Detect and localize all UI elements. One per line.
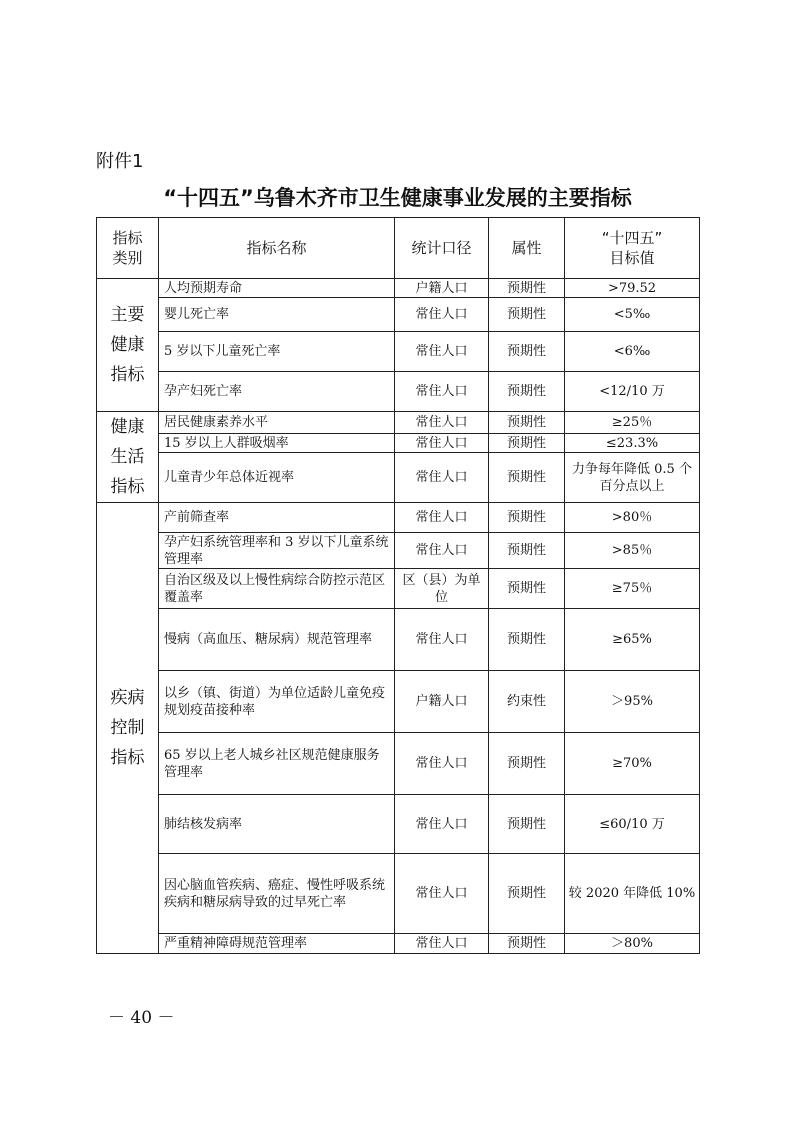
target-cell: >80％ bbox=[565, 503, 700, 533]
indicator-table bbox=[96, 217, 700, 954]
scope-cell: 常住人口 bbox=[395, 372, 489, 412]
attribute-cell: 预期性 bbox=[489, 433, 565, 453]
scope-cell: 常住人口 bbox=[395, 934, 489, 954]
target-cell: ≤23.3% bbox=[565, 433, 700, 453]
attribute-cell: 预期性 bbox=[489, 854, 565, 934]
scope-cell: 常住人口 bbox=[395, 503, 489, 533]
table-row bbox=[97, 433, 700, 453]
scope-cell: 区（县）为单位 bbox=[395, 569, 489, 609]
annex-label: 附件1 bbox=[96, 151, 144, 172]
indicator-name-cell: 5 岁以下儿童死亡率 bbox=[159, 332, 395, 372]
attribute-cell: 约束性 bbox=[489, 671, 565, 733]
table-row bbox=[97, 503, 700, 533]
scope-cell: 常住人口 bbox=[395, 332, 489, 372]
attribute-cell: 预期性 bbox=[489, 934, 565, 954]
table-row bbox=[97, 332, 700, 372]
attribute-cell: 预期性 bbox=[489, 733, 565, 795]
scope-cell: 常住人口 bbox=[395, 733, 489, 795]
table-row bbox=[97, 795, 700, 854]
attribute-cell: 预期性 bbox=[489, 569, 565, 609]
scope-cell: 常住人口 bbox=[395, 412, 489, 434]
target-cell: >79.52 bbox=[565, 279, 700, 298]
indicator-name-cell: 婴儿死亡率 bbox=[159, 298, 395, 332]
target-cell: <12/10 万 bbox=[565, 372, 700, 412]
indicator-name-cell: 产前筛查率 bbox=[159, 503, 395, 533]
category-cell: 主要 健康 指标 bbox=[97, 279, 159, 412]
target-cell: ≥75％ bbox=[565, 569, 700, 609]
table-header-row bbox=[97, 218, 700, 279]
category-cell: 健康 生活 指标 bbox=[97, 412, 159, 503]
indicator-name-cell: 孕产妇系统管理率和 3 岁以下儿童系统管理率 bbox=[159, 533, 395, 569]
attribute-cell: 预期性 bbox=[489, 533, 565, 569]
target-cell: 较 2020 年降低 10% bbox=[565, 854, 700, 934]
indicator-name-cell: 儿童青少年总体近视率 bbox=[159, 453, 395, 503]
target-cell: ＞80% bbox=[565, 934, 700, 954]
attribute-cell: 预期性 bbox=[489, 372, 565, 412]
attribute-cell: 预期性 bbox=[489, 332, 565, 372]
target-cell: <5‰ bbox=[565, 298, 700, 332]
target-cell: <6‰ bbox=[565, 332, 700, 372]
attribute-cell: 预期性 bbox=[489, 412, 565, 434]
scope-cell: 常住人口 bbox=[395, 298, 489, 332]
document-title: “十四五”乌鲁木齐市卫生健康事业发展的主要指标 bbox=[163, 186, 632, 210]
indicator-name-cell: 严重精神障碍规范管理率 bbox=[159, 934, 395, 954]
category-cell: 疾病 控制 指标 bbox=[97, 503, 159, 954]
target-cell: ≥25％ bbox=[565, 412, 700, 434]
table-row bbox=[97, 569, 700, 609]
table-row bbox=[97, 279, 700, 298]
scope-cell: 户籍人口 bbox=[395, 279, 489, 298]
attribute-cell: 预期性 bbox=[489, 279, 565, 298]
indicator-name-cell: 慢病（高血压、糖尿病）规范管理率 bbox=[159, 609, 395, 671]
scope-cell: 常住人口 bbox=[395, 854, 489, 934]
attribute-cell: 预期性 bbox=[489, 795, 565, 854]
indicator-name-cell: 人均预期寿命 bbox=[159, 279, 395, 298]
table-row bbox=[97, 609, 700, 671]
header-target: “十四五” 目标值 bbox=[565, 218, 700, 279]
indicator-name-cell: 自治区级及以上慢性病综合防控示范区覆盖率 bbox=[159, 569, 395, 609]
attribute-cell: 预期性 bbox=[489, 453, 565, 503]
indicator-name-cell: 肺结核发病率 bbox=[159, 795, 395, 854]
table-row bbox=[97, 934, 700, 954]
scope-cell: 常住人口 bbox=[395, 609, 489, 671]
scope-cell: 常住人口 bbox=[395, 433, 489, 453]
target-cell: ≥70% bbox=[565, 733, 700, 795]
header-attribute: 属性 bbox=[489, 218, 565, 279]
scope-cell: 常住人口 bbox=[395, 453, 489, 503]
attribute-cell: 预期性 bbox=[489, 503, 565, 533]
header-name: 指标名称 bbox=[159, 218, 395, 279]
target-cell: 力争每年降低 0.5 个百分点以上 bbox=[565, 453, 700, 503]
scope-cell: 户籍人口 bbox=[395, 671, 489, 733]
table-row bbox=[97, 854, 700, 934]
target-cell: ≥65% bbox=[565, 609, 700, 671]
indicator-name-cell: 以乡（镇、街道）为单位适龄儿童免疫规划疫苗接种率 bbox=[159, 671, 395, 733]
target-cell: ＞95% bbox=[565, 671, 700, 733]
scope-cell: 常住人口 bbox=[395, 533, 489, 569]
attribute-cell: 预期性 bbox=[489, 609, 565, 671]
header-category: 指标 类别 bbox=[97, 218, 159, 279]
attribute-cell: 预期性 bbox=[489, 298, 565, 332]
target-cell: ≤60/10 万 bbox=[565, 795, 700, 854]
table-row bbox=[97, 372, 700, 412]
target-cell: >85％ bbox=[565, 533, 700, 569]
indicator-name-cell: 15 岁以上人群吸烟率 bbox=[159, 433, 395, 453]
table-body bbox=[97, 279, 700, 954]
indicator-name-cell: 因心脑血管疾病、癌症、慢性呼吸系统疾病和糖尿病导致的过早死亡率 bbox=[159, 854, 395, 934]
indicator-name-cell: 65 岁以上老人城乡社区规范健康服务管理率 bbox=[159, 733, 395, 795]
table-row bbox=[97, 533, 700, 569]
indicator-name-cell: 居民健康素养水平 bbox=[159, 412, 395, 434]
table-row bbox=[97, 671, 700, 733]
table-row bbox=[97, 453, 700, 503]
table-row bbox=[97, 412, 700, 434]
scope-cell: 常住人口 bbox=[395, 795, 489, 854]
page-number: － 40 － bbox=[108, 1008, 175, 1028]
indicator-name-cell: 孕产妇死亡率 bbox=[159, 372, 395, 412]
table-row bbox=[97, 733, 700, 795]
table-row bbox=[97, 298, 700, 332]
header-scope: 统计口径 bbox=[395, 218, 489, 279]
